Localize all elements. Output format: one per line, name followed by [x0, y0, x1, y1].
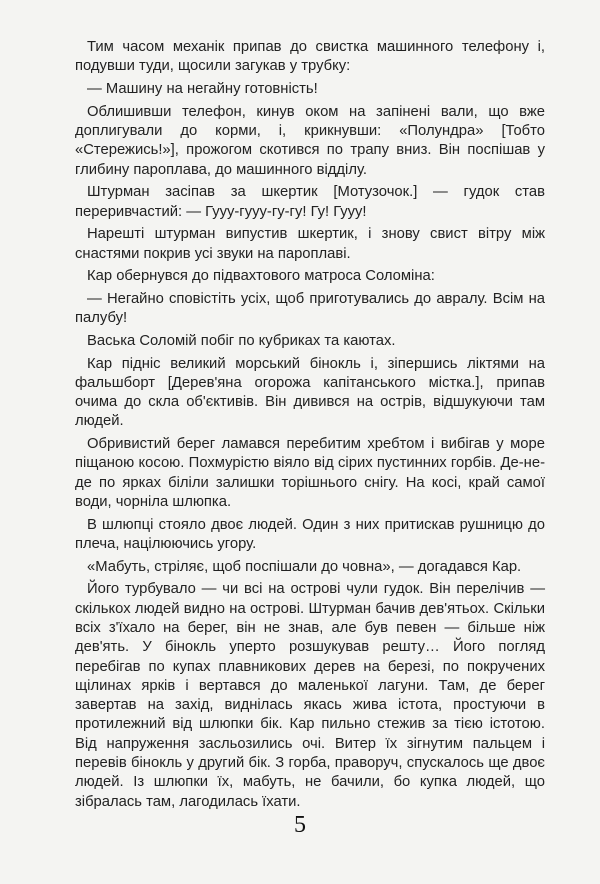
- paragraph: В шлюпці стояло двоє людей. Один з них притискав рушницю до плеча, націлюючись угору.: [75, 516, 545, 553]
- paragraph: Його турбувало — чи всі на острові чули гудок. Він перелічив — скількох людей видно на острові. Штурман бачив дев'ятьох. Скільки всіх з'їхало на берег, він не знав, але був певен — більше ніж дев'ять. У бінокль уперто розшукував решту… Його погляд перебігав по купах плавникових дерев на березі, по покручених щілинах ярків і вертався до маленької лагуни. Там, де берег завертав на захід, виднілась якась жива істота, простуючи в протилежний від шлюпки бік. Кар пильно стежив за тією істотою. Від напруження зaсльозились очі. Витер їх зігнутим пальцем і перевів бінокль у другий бік. З горба, праворуч, спускалось ще двоє людей. Із шлюпки їх, мабуть, не бачили, бо купка людей, що зібралась там, лагодилась їхати.: [75, 581, 545, 810]
- body-text: [75, 38, 545, 815]
- paragraph: — Негайно сповістіть усіх, щоб приготувались до авралу. Всім на палубу!: [75, 290, 545, 327]
- paragraph: Васька Соломій побіг по кубриках та каютах.: [87, 332, 396, 349]
- paragraph: Обривистий берег ламався перебитим хребтом і вибігав у море піщаною косою. Похмурістю віяло від сірих пустинних горбів. Де-не-де по ярках біліли залишки торішнього снігу. На косі, край самої води, чорніла шлюпка.: [75, 436, 545, 511]
- paragraph: — Машину на негайну готовність!: [87, 80, 318, 97]
- paragraph: Кар підніс великий морський бінокль і, зіпершись ліктями на фальшборт [Дерев'яна огорожа капітанського містка.], припав очима до скла об'єктивів. Він дивився на острів, відшукуючи там людей.: [75, 355, 545, 430]
- paragraph: Нарешті штурман випустив шкертик, і знову свист вітру між снастями покрив усі звуки на пароплаві.: [75, 226, 545, 262]
- paragraph: «Мабуть, стріляє, щоб поспішали до човна», — догадався Кар.: [87, 558, 522, 575]
- page-number: 5: [294, 812, 306, 838]
- paragraph: Облишивши телефон, кинув оком на запінені вали, що вже доплигували до корми, і, крикнувши: «Полундра» [Тобто «Стережись!»], прожогом скотився по трапу вниз. Він поспішав у глибину пароплава, до машинного відділу.: [75, 103, 545, 178]
- paragraph: Кар обернувся до підвахтового матроса Соломіна:: [87, 268, 435, 285]
- paragraph: Тим часом механік припав до свистка машинного телефону і, подувши туди, щосили загукав у трубку:: [75, 39, 545, 75]
- paragraph: Штурман засіпав за шкертик [Мотузочок.] — гудок став переривчастий: — Гууу-гууу-гу-гу! Гу! Гууу!: [75, 184, 545, 220]
